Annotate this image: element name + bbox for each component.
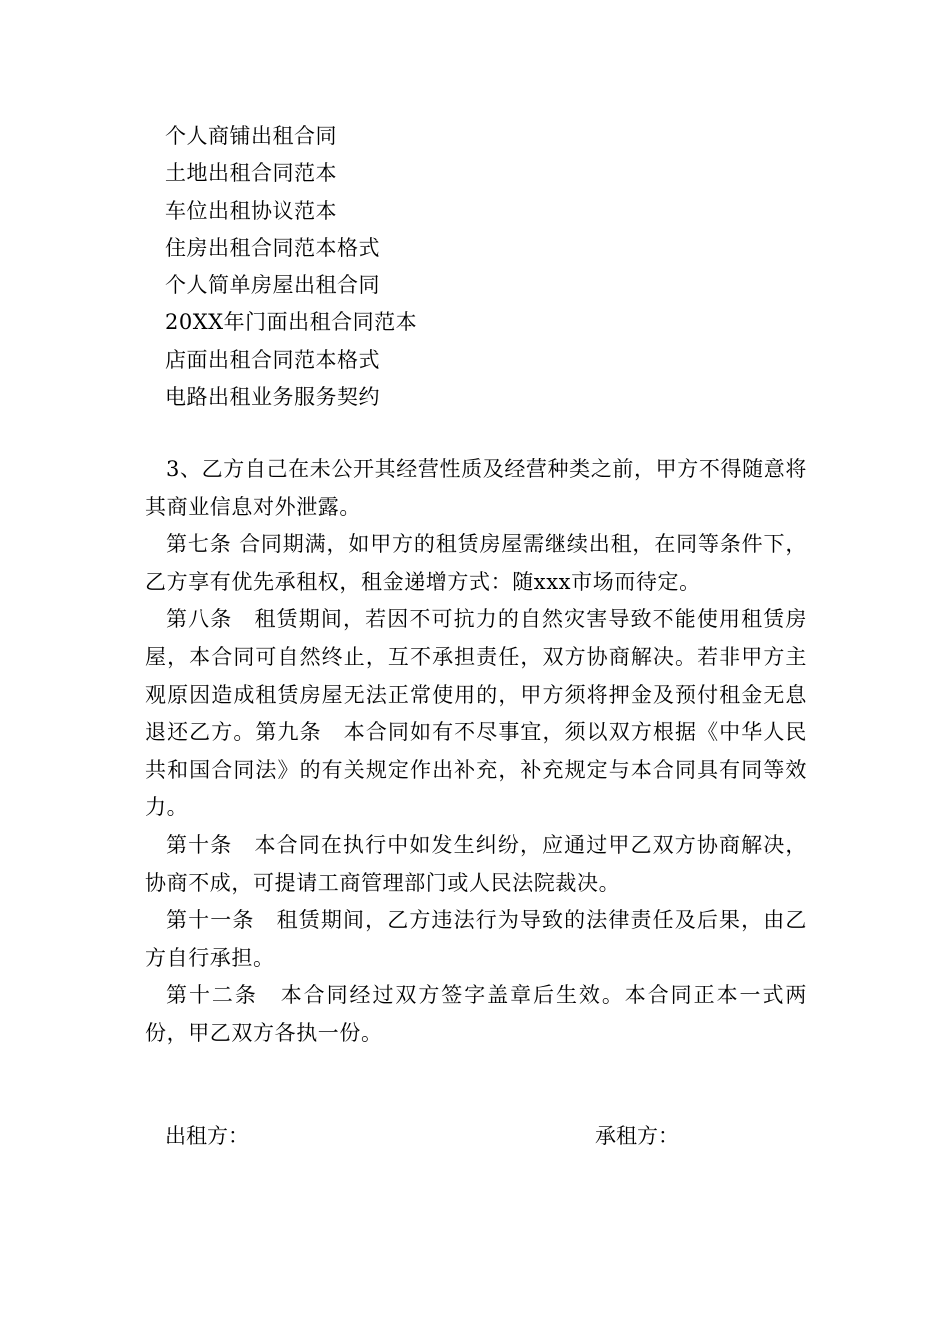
related-link-item[interactable]: 个人商铺出租合同	[165, 124, 337, 148]
related-link-item[interactable]: 电路出租业务服务契约	[165, 385, 380, 410]
clause-confidentiality: 3、乙方自己在未公开其经营性质及经营种类之前，甲方不得随意将其商业信息对外泄露。	[145, 457, 807, 519]
related-link-item[interactable]: 住房出租合同范本格式	[165, 235, 380, 260]
lessor-signature-label: 出租方：	[165, 1124, 249, 1148]
related-links-list	[165, 118, 765, 416]
related-link-item[interactable]: 土地出租合同范本	[165, 161, 337, 186]
clause-eleven: 第十一条 租赁期间，乙方违法行为导致的法律责任及后果，由乙方自行承担。	[145, 908, 807, 970]
related-link-item[interactable]: 店面出租合同范本格式	[165, 347, 380, 372]
lessee-signature-label: 承租方：	[595, 1124, 679, 1148]
related-link-item[interactable]: 车位出租协议范本	[165, 198, 337, 223]
clause-eight-nine: 第八条 租赁期间，若因不可抗力的自然灾害导致不能使用租赁房屋，本合同可自然终止，互不承担责任，双方协商解决。若非甲方主观原因造成租赁房屋无法正常使用的，甲方须将押金及预付租金无息退还乙方。第九条 本合同如有不尽事宜，须以双方根据《中华人民共和国合同法》的有关规定作出补充，补充规定与本合同具有同等效力。	[145, 607, 807, 820]
related-link-item[interactable]: 20XX年门面出租合同范本	[165, 310, 418, 335]
clause-ten: 第十条 本合同在执行中如发生纠纷，应通过甲乙双方协商解决，协商不成，可提请工商管理部门或人民法院裁决。	[145, 832, 807, 895]
clause-twelve: 第十二条 本合同经过双方签字盖章后生效。本合同正本一式两份，甲乙双方各执一份。	[145, 983, 807, 1045]
related-link-item[interactable]: 个人简单房屋出租合同	[165, 273, 380, 298]
contract-body	[145, 451, 807, 1053]
clause-seven: 第七条 合同期满，如甲方的租赁房屋需继续出租，在同等条件下，乙方享有优先承租权，租金递增方式：随xxx市场而待定。	[145, 532, 807, 594]
